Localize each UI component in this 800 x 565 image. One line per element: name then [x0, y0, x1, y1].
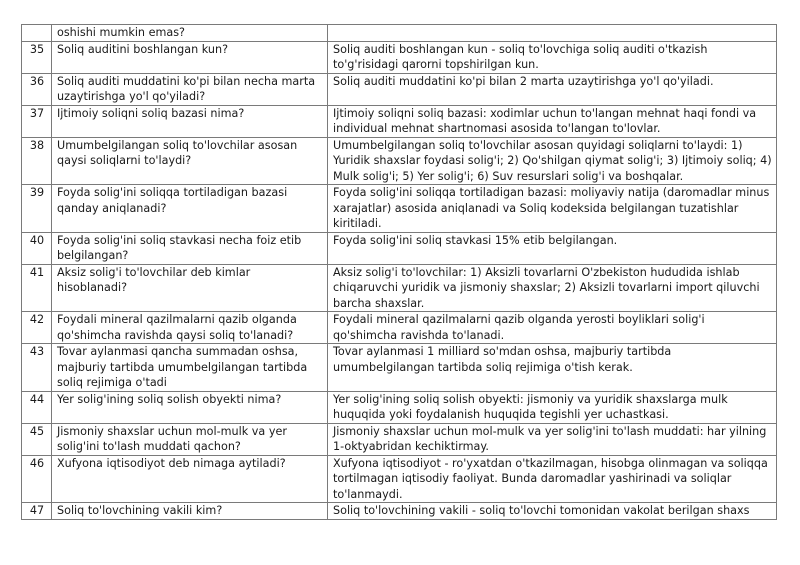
question-cell: Ijtimoiy soliqni soliq bazasi nima? — [52, 105, 328, 137]
table-row — [22, 264, 777, 312]
row-number-cell: 39 — [22, 185, 52, 233]
question-cell: Xufyona iqtisodiyot deb nimaga aytiladi? — [52, 455, 328, 503]
table-row — [22, 137, 777, 185]
answer-cell: Soliq to'lovchining vakili - soliq to'lovchi tomonidan vakolat berilgan shaxs — [328, 503, 777, 520]
table-row — [22, 423, 777, 455]
question-cell: Umumbelgilangan soliq to'lovchilar asosan qaysi soliqlarni to'laydi? — [52, 137, 328, 185]
row-number-cell: 36 — [22, 73, 52, 105]
row-number-cell: 43 — [22, 344, 52, 392]
row-number-cell: 47 — [22, 503, 52, 520]
question-cell: Foyda solig'ini soliq stavkasi necha foiz etib belgilangan? — [52, 232, 328, 264]
row-number-cell: 46 — [22, 455, 52, 503]
answer-cell — [328, 25, 777, 42]
qa-table-body — [22, 25, 777, 520]
table-row — [22, 41, 777, 73]
row-number-cell: 35 — [22, 41, 52, 73]
question-cell: Yer solig'ining soliq solish obyekti nima? — [52, 391, 328, 423]
answer-cell: Soliq auditi boshlangan kun - soliq to'lovchiga soliq auditi o'tkazish to'g'risidagi qarorni topshirilgan kun. — [328, 41, 777, 73]
question-cell: Soliq to'lovchining vakili kim? — [52, 503, 328, 520]
answer-cell: Jismoniy shaxslar uchun mol-mulk va yer solig'ini to'lash muddati: har yilning 1-oktyabridan kechiktirmay. — [328, 423, 777, 455]
answer-cell: Foydali mineral qazilmalarni qazib olganda yerosti boyliklari solig'i qo'shimcha ravishda to'lanadi. — [328, 312, 777, 344]
question-cell: Foydali mineral qazilmalarni qazib olganda qo'shimcha ravishda qaysi soliq to'lanadi? — [52, 312, 328, 344]
row-number-cell: 45 — [22, 423, 52, 455]
table-row — [22, 185, 777, 233]
table-row — [22, 232, 777, 264]
question-cell: Soliq auditi muddatini ko'pi bilan necha marta uzaytirishga yo'l qo'yiladi? — [52, 73, 328, 105]
qa-table — [21, 24, 777, 520]
question-cell: Jismoniy shaxslar uchun mol-mulk va yer solig'ini to'lash muddati qachon? — [52, 423, 328, 455]
answer-cell: Yer solig'ining soliq solish obyekti: jismoniy va yuridik shaxslarga mulk huquqida yoki foydalanish huquqida tegishli yer uchastkasi. — [328, 391, 777, 423]
table-row — [22, 344, 777, 392]
question-cell: oshishi mumkin emas? — [52, 25, 328, 42]
table-row — [22, 312, 777, 344]
question-cell: Aksiz solig'i to'lovchilar deb kimlar hisoblanadi? — [52, 264, 328, 312]
table-row — [22, 25, 777, 42]
table-row — [22, 391, 777, 423]
row-number-cell — [22, 25, 52, 42]
answer-cell: Umumbelgilangan soliq to'lovchilar asosan quyidagi soliqlarni to'laydi: 1) Yuridik shaxslar foydasi solig'i; 2) Qo'shilgan qiymat solig'i; 3) Ijtimoiy soliq; 4) Mulk solig'i; 5) Yer solig'i; 6) Suv resurslari solig'i va boshqalar. — [328, 137, 777, 185]
row-number-cell: 44 — [22, 391, 52, 423]
answer-cell: Aksiz solig'i to'lovchilar: 1) Aksizli tovarlarni O'zbekiston hududida ishlab chiqaruvchi yuridik va jismoniy shaxslar; 2) Aksizli tovarlarni import qiluvchi barcha shaxslar. — [328, 264, 777, 312]
answer-cell: Ijtimoiy soliqni soliq bazasi: xodimlar uchun to'langan mehnat haqi fondi va individual mehnat shartnomasi asosida to'langan to'lovlar. — [328, 105, 777, 137]
question-cell: Tovar aylanmasi qancha summadan oshsa, majburiy tartibda umumbelgilangan tartibda soliq rejimiga o'tadi — [52, 344, 328, 392]
row-number-cell: 37 — [22, 105, 52, 137]
table-row — [22, 455, 777, 503]
table-row — [22, 105, 777, 137]
row-number-cell: 41 — [22, 264, 52, 312]
row-number-cell: 38 — [22, 137, 52, 185]
answer-cell: Foyda solig'ini soliqqa tortiladigan bazasi: moliyaviy natija (daromadlar minus xarajatlar) asosida aniqlanadi va Soliq kodeksida belgilangan tuzatishlar kiritiladi. — [328, 185, 777, 233]
answer-cell: Xufyona iqtisodiyot - ro'yxatdan o'tkazilmagan, hisobga olinmagan va soliqqa tortilmagan iqtisodiy faoliyat. Bunda daromadlar yashirinadi va soliqlar to'lanmaydi. — [328, 455, 777, 503]
row-number-cell: 40 — [22, 232, 52, 264]
question-cell: Soliq auditini boshlangan kun? — [52, 41, 328, 73]
answer-cell: Soliq auditi muddatini ko'pi bilan 2 marta uzaytirishga yo'l qo'yiladi. — [328, 73, 777, 105]
answer-cell: Tovar aylanmasi 1 milliard so'mdan oshsa, majburiy tartibda umumbelgilangan tartibda soliq rejimiga o'tish kerak. — [328, 344, 777, 392]
question-cell: Foyda solig'ini soliqqa tortiladigan bazasi qanday aniqlanadi? — [52, 185, 328, 233]
row-number-cell: 42 — [22, 312, 52, 344]
table-row — [22, 503, 777, 520]
table-row — [22, 73, 777, 105]
answer-cell: Foyda solig'ini soliq stavkasi 15% etib belgilangan. — [328, 232, 777, 264]
